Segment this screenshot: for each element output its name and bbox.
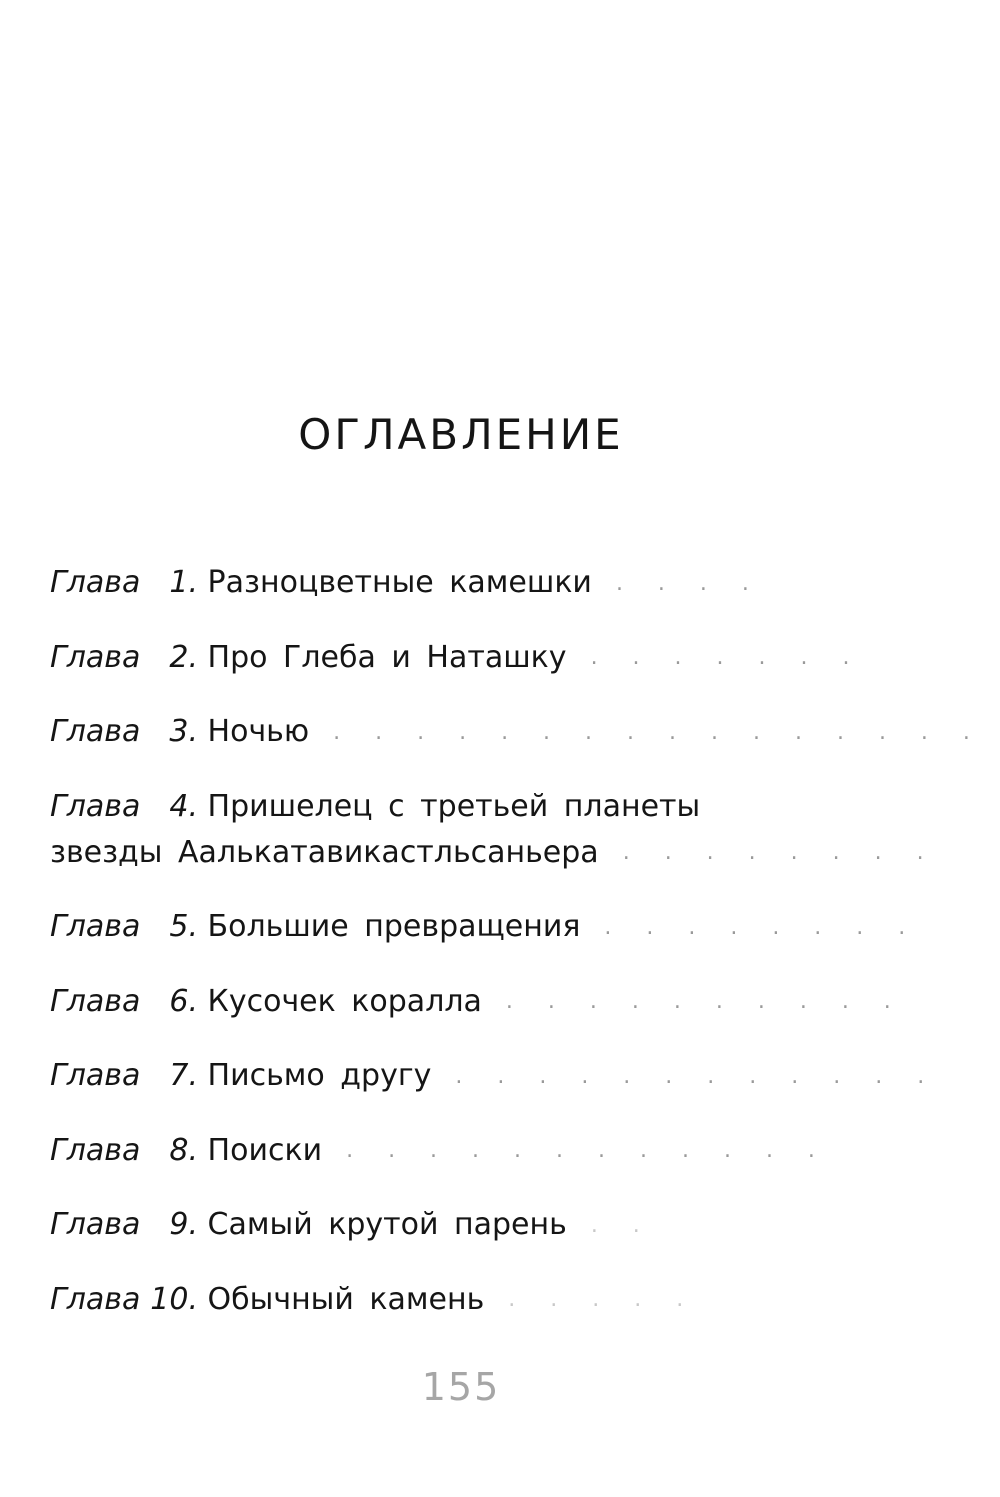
- chapter-label: [50, 904, 198, 950]
- toc-entry-4[interactable]: [50, 784, 938, 877]
- chapter-number: 7.: [169, 1058, 198, 1093]
- chapter-word: Глава: [50, 909, 141, 944]
- dot-leader: . . . .: [615, 570, 763, 596]
- chapter-label: [50, 1277, 198, 1323]
- toc-entry-10[interactable]: [50, 1277, 870, 1324]
- toc-entry-5[interactable]: [50, 904, 920, 951]
- chapter-number: 4.: [169, 788, 198, 824]
- dot-leader: . . . . . . . . . . . . . . . .: [333, 719, 984, 745]
- chapter-title: Ночью: [207, 714, 310, 749]
- chapter-word: Глава: [50, 639, 141, 675]
- chapter-word: Глава: [50, 1058, 141, 1093]
- chapter-label: [50, 635, 198, 681]
- chapter-title: Пришелец с третьей планеты: [207, 788, 701, 824]
- toc-entry-1[interactable]: [50, 560, 870, 607]
- chapter-title: Поиски: [207, 1132, 323, 1168]
- chapter-label: [50, 784, 198, 830]
- chapter-number: 6.: [169, 983, 198, 1019]
- chapter-label: [50, 1128, 198, 1174]
- chapter-word: Глава: [50, 1281, 141, 1317]
- chapter-title: Большие превращения: [207, 909, 581, 944]
- chapter-number: 9.: [169, 1207, 198, 1242]
- chapter-word: Глава: [50, 1132, 141, 1168]
- table-of-contents: [50, 560, 984, 1323]
- chapter-number: 8.: [169, 1132, 198, 1168]
- chapter-title: Кусочек коралла: [207, 983, 482, 1019]
- chapter-number: 5.: [169, 909, 198, 944]
- toc-entry-3[interactable]: [50, 709, 984, 756]
- dot-leader: . . . . . . . .: [622, 840, 938, 865]
- chapter-title: Самый крутой парень: [207, 1207, 567, 1242]
- chapter-word: Глава: [50, 714, 141, 749]
- chapter-label: [50, 979, 198, 1025]
- chapter-word: Глава: [50, 565, 141, 600]
- dot-leader: . . . . . . .: [590, 645, 864, 670]
- chapter-word: Глава: [50, 983, 141, 1019]
- dot-leader: . . . . . . . . . . . .: [346, 1138, 829, 1163]
- chapter-label: [50, 709, 198, 755]
- chapter-number: 3.: [169, 714, 198, 749]
- dot-leader: . . . . . . . . . .: [505, 989, 905, 1014]
- chapter-number: 2.: [169, 639, 198, 675]
- dot-leader: . . . . . . . .: [604, 914, 920, 940]
- chapter-title-continued: звезды Аалькатавикастльсаньера: [50, 834, 599, 870]
- page-title: ОГЛАВЛЕНИЕ: [298, 410, 624, 459]
- chapter-title: Про Глеба и Наташку: [207, 639, 567, 675]
- dot-leader: . . . . .: [508, 1287, 698, 1312]
- toc-entry-7[interactable]: [50, 1053, 939, 1100]
- chapter-label: [50, 560, 198, 606]
- chapter-title: Письмо другу: [207, 1058, 432, 1093]
- chapter-number: 10.: [150, 1281, 198, 1317]
- chapter-title: Обычный камень: [207, 1281, 485, 1317]
- toc-entry-8[interactable]: [50, 1128, 870, 1175]
- toc-entry-2[interactable]: [50, 635, 870, 682]
- chapter-label: [50, 1053, 198, 1099]
- chapter-number: 1.: [169, 565, 198, 600]
- chapter-label: [50, 1202, 198, 1248]
- toc-entry-9[interactable]: [50, 1202, 870, 1249]
- chapter-word: Глава: [50, 1207, 141, 1242]
- dot-leader: . .: [590, 1212, 654, 1238]
- page-number: 155: [421, 1365, 501, 1409]
- toc-entry-6[interactable]: [50, 979, 905, 1026]
- chapter-word: Глава: [50, 788, 141, 824]
- chapter-title: Разноцветные камешки: [207, 565, 592, 600]
- dot-leader: . . . . . . . . . . . .: [455, 1063, 939, 1089]
